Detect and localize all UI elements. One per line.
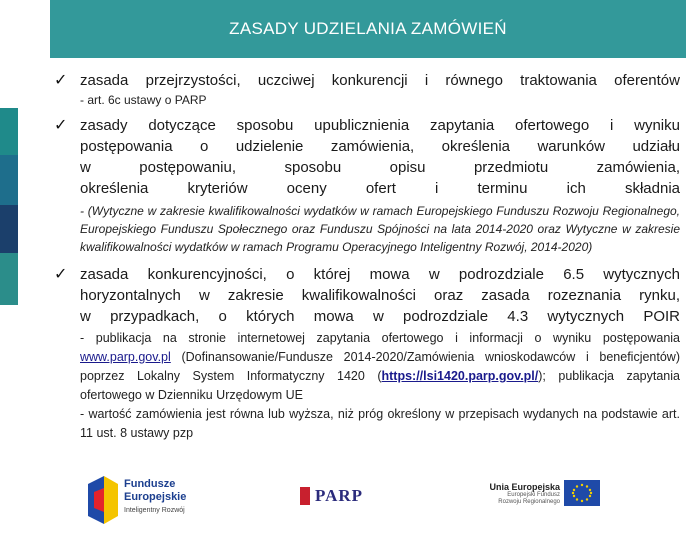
bullet-note: - (Wytyczne w zakresie kwalifikowalności wydatków w ramach Europejskiego Funduszu Rozwoju Regionalnego, Europejskiego Funduszu Społecznego oraz Funduszu Spójności na lata 2014-2020 oraz Wytyczne w zakresie kwalifikowalności wydatków w ramach Programu Operacyjnego Inteligentny Rozwój, 2014-2020) bbox=[80, 204, 680, 254]
fe-logo-text bbox=[124, 478, 186, 517]
parp-link[interactable]: www.parp.gov.pl bbox=[80, 350, 171, 364]
parp-logo bbox=[300, 486, 363, 506]
sub-point-publication bbox=[80, 329, 680, 405]
slide-title-banner bbox=[50, 0, 686, 58]
ue-logo-text bbox=[484, 482, 560, 506]
bullet-item-2 bbox=[54, 115, 680, 256]
bullet-main-line: zasady dotyczące sposobu upublicznienia zapytania ofertowego i wyniku bbox=[80, 117, 680, 134]
sub-point-text: - publikacja na stronie internetowej zapytania ofertowego i informacji o wyniku postępowania bbox=[80, 331, 680, 345]
side-accent-bar-1 bbox=[0, 108, 18, 155]
sub-point-text: (Dofinansowanie/Fundusze 2014-2020/Zamówienia wnioskodawców i beneficjentów) poprzez Lokalny System Informatyczny 1420 ( bbox=[80, 350, 680, 383]
slide-title: ZASADY UDZIELANIA ZAMÓWIEŃ bbox=[229, 19, 507, 38]
sub-point-threshold: - wartość zamówienia jest równa lub wyższa, niż próg określony w przepisach wydanych na podstawie art. 11 ust. 8 ustawy pzp bbox=[80, 407, 680, 440]
bullet-main-line: zasada konkurencyjności, o której mowa w podrozdziale 6.5 wytycznych bbox=[80, 266, 680, 283]
side-accent-bar-3 bbox=[0, 205, 18, 253]
fe-title-2: Europejskie bbox=[124, 491, 187, 503]
fe-subtitle: Inteligentny Rozwój bbox=[124, 507, 185, 514]
checkmark-icon: ✓ bbox=[54, 72, 68, 89]
bullet-item-1 bbox=[54, 70, 680, 109]
bullet-main-line: określenia kryteriów oceny ofert i terminu ich składnia bbox=[80, 180, 680, 197]
ue-title: Unia Europejska bbox=[489, 482, 560, 492]
bullet-note: - art. 6c ustawy o PARP bbox=[80, 93, 207, 107]
checkmark-icon: ✓ bbox=[54, 117, 68, 134]
bullet-main-line: w przypadkach, o których mowa w podrozdziale 4.3 wytycznych POIR bbox=[80, 308, 680, 325]
eu-flag-icon bbox=[564, 480, 600, 506]
bullet-item-3 bbox=[54, 264, 680, 327]
checkmark-icon: ✓ bbox=[54, 266, 68, 283]
parp-mark-icon bbox=[300, 487, 310, 505]
ue-logo bbox=[484, 480, 604, 524]
footer-logos bbox=[0, 468, 700, 539]
side-accent-bar-2 bbox=[0, 155, 18, 205]
fe-title-1: Fundusze bbox=[124, 478, 176, 490]
slide-content bbox=[54, 70, 680, 443]
side-accent-bar-4 bbox=[0, 253, 18, 305]
sub-point-text: ); publikacja zapytania ofertowego w Dzienniku Urzędowym UE bbox=[80, 369, 680, 402]
lsi-link[interactable]: https://lsi1420.parp.gov.pl/ bbox=[381, 369, 539, 383]
ue-subtitle-2: Rozwoju Regionalnego bbox=[498, 499, 560, 505]
bullet-main-line: postępowania o udzielenie zamówienia, określenia warunków udziału bbox=[80, 138, 680, 155]
parp-logo-text: PARP bbox=[315, 486, 364, 505]
bullet-main-line: horyzontalnych w zakresie kwalifikowalności oraz zasada rozeznania rynku, bbox=[80, 287, 680, 304]
bullet-main-line: w postępowaniu, sposobu opisu przedmiotu zamówienia, bbox=[80, 159, 680, 176]
fundusze-europejskie-logo bbox=[88, 476, 198, 524]
fe-flag-icon bbox=[88, 476, 118, 524]
ue-subtitle-1: Europejski Fundusz bbox=[507, 492, 560, 498]
bullet-main-text: zasada przejrzystości, uczciwej konkurencji i równego traktowania oferentów bbox=[80, 72, 680, 89]
